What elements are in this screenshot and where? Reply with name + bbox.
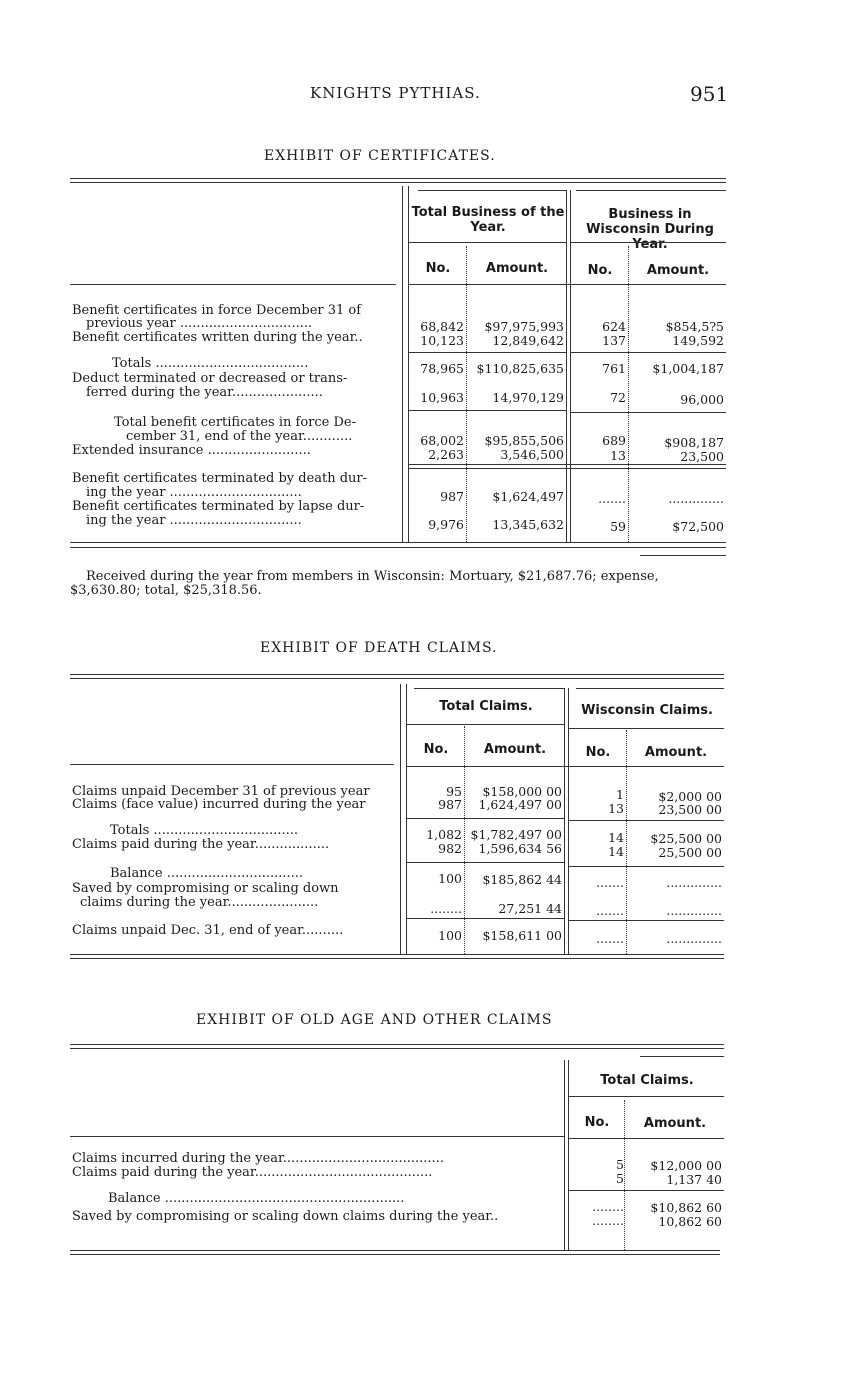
row-label: Claims paid during the year........................................... xyxy=(72,1165,433,1180)
cell-wis-amount: 25,500 00 xyxy=(658,845,722,860)
row-label: Saved by compromising or scaling down xyxy=(72,881,339,896)
cell-no: 100 xyxy=(438,928,462,943)
old-age-group-total: Total Claims. xyxy=(600,1073,694,1088)
cell-amount: $1,782,497 00 xyxy=(470,827,562,842)
row-label: Deduct terminated or decreased or trans- xyxy=(72,371,348,386)
death-claims-title: EXHIBIT OF DEATH CLAIMS. xyxy=(260,640,498,656)
cell-no: 95 xyxy=(446,784,462,799)
death-col-wis-amount: Amount. xyxy=(644,745,708,760)
cell-amount: $1,624,497 xyxy=(492,489,564,504)
certificates-group-wisconsin: Business in Wisconsin During Year. xyxy=(586,207,714,252)
cell-wis-no: 14 xyxy=(608,830,624,845)
cell-amount: $110,825,635 xyxy=(476,361,564,376)
cell-no: 9,976 xyxy=(428,517,464,532)
cell-wis-no: 689 xyxy=(602,433,626,448)
row-label: previous year ................................ xyxy=(86,316,313,331)
cell-wis-no: ....... xyxy=(596,903,624,918)
cell-no: ........ xyxy=(430,901,462,916)
cell-amount: 12,849,642 xyxy=(492,333,564,348)
certificates-title: EXHIBIT OF CERTIFICATES. xyxy=(264,148,496,164)
cell-wis-amount: $25,500 00 xyxy=(650,831,722,846)
cell-wis-amount: 149,592 xyxy=(672,333,724,348)
cell-wis-no: 1 xyxy=(616,787,624,802)
row-label: claims during the year...................... xyxy=(80,895,319,910)
row-label: Claims unpaid December 31 of previous year xyxy=(72,784,370,799)
wisconsin-receipts-note-cont: $3,630.80; total, $25,318.56. xyxy=(70,583,262,598)
cell-wis-no: 761 xyxy=(602,361,626,376)
cell-no: 68,002 xyxy=(420,433,464,448)
cell-wis-no: 137 xyxy=(602,333,626,348)
row-label: Benefit certificates terminated by death dur- xyxy=(72,471,368,486)
running-header: KNIGHTS PYTHIAS. xyxy=(310,84,481,102)
row-label: Totals ..................................... xyxy=(112,356,309,371)
cell-amount: $158,000 00 xyxy=(482,784,562,799)
row-label: Saved by compromising or scaling down claims during the year.. xyxy=(72,1209,499,1224)
row-label: Claims paid during the year.................. xyxy=(72,837,330,852)
cell-wis-amount: $854,5?5 xyxy=(665,319,724,334)
death-col-amount: Amount. xyxy=(483,742,547,757)
cell-wis-no: 13 xyxy=(610,448,626,463)
row-label: Totals ................................... xyxy=(110,823,299,838)
certificates-col-wis-amount: Amount. xyxy=(646,263,710,278)
cell-amount: $12,000 00 xyxy=(650,1158,722,1173)
cell-wis-no: ....... xyxy=(596,931,624,946)
cell-amount: 14,970,129 xyxy=(492,390,564,405)
row-label: Claims incurred during the year....................................... xyxy=(72,1151,444,1166)
cell-no: 982 xyxy=(438,841,462,856)
row-label: Benefit certificates terminated by lapse dur- xyxy=(72,499,365,514)
row-label: Extended insurance ......................... xyxy=(72,443,311,458)
row-label: Benefit certificates written during the year.. xyxy=(72,330,363,345)
cell-wis-amount: $1,004,187 xyxy=(652,361,724,376)
certificates-col-amount: Amount. xyxy=(485,261,549,276)
cell-no: 5 xyxy=(616,1157,624,1172)
cell-wis-amount: 96,000 xyxy=(680,392,724,407)
row-label: ing the year ................................ xyxy=(86,513,302,528)
cell-wis-no: 14 xyxy=(608,844,624,859)
cell-amount: $95,855,506 xyxy=(484,433,564,448)
cell-no: ........ xyxy=(592,1199,624,1214)
page-number: 951 xyxy=(690,82,729,106)
row-label: ferred during the year...................... xyxy=(86,385,323,400)
certificates-col-no: No. xyxy=(425,261,451,276)
row-label: Benefit certificates in force December 31 of xyxy=(72,303,362,318)
cell-no: 987 xyxy=(440,489,464,504)
death-col-no: No. xyxy=(423,742,449,757)
cell-amount: 1,137 40 xyxy=(666,1172,722,1187)
cell-wis-no: 72 xyxy=(610,390,626,405)
cell-amount: 3,546,500 xyxy=(500,447,564,462)
cell-wis-no: 624 xyxy=(602,319,626,334)
cell-amount: 13,345,632 xyxy=(492,517,564,532)
cell-amount: 27,251 44 xyxy=(498,901,562,916)
cell-amount: $158,611 00 xyxy=(482,928,562,943)
cell-wis-amount: $908,187 xyxy=(664,435,724,450)
row-label: cember 31, end of the year............ xyxy=(126,429,353,444)
row-label: ing the year ................................ xyxy=(86,485,302,500)
death-group-wisconsin: Wisconsin Claims. xyxy=(581,703,713,718)
cell-wis-amount: 23,500 xyxy=(680,449,724,464)
row-label: Total benefit certificates in force De- xyxy=(114,415,356,430)
cell-wis-no: 59 xyxy=(610,519,626,534)
cell-no: 1,082 xyxy=(426,827,462,842)
cell-amount: $97,975,993 xyxy=(484,319,564,334)
cell-wis-no: 13 xyxy=(608,801,624,816)
row-label: Claims (face value) incurred during the year xyxy=(72,797,366,812)
cell-no: 987 xyxy=(438,797,462,812)
cell-amount: 1,596,634 56 xyxy=(478,841,562,856)
old-age-claims-title: EXHIBIT OF OLD AGE AND OTHER CLAIMS xyxy=(196,1012,553,1028)
cell-wis-amount: $2,000 00 xyxy=(658,789,722,804)
cell-wis-amount: .............. xyxy=(666,903,722,918)
cell-amount: 10,862 60 xyxy=(658,1214,722,1229)
cell-amount: $185,862 44 xyxy=(482,872,562,887)
cell-no: 68,842 xyxy=(420,319,464,334)
cell-wis-amount: 23,500 00 xyxy=(658,802,722,817)
cell-no: ........ xyxy=(592,1213,624,1228)
cell-wis-amount: .............. xyxy=(668,491,724,506)
row-label: Balance .......................................................... xyxy=(108,1191,405,1206)
row-label: Claims unpaid Dec. 31, end of year.......... xyxy=(72,923,344,938)
old-age-col-no: No. xyxy=(584,1115,610,1130)
cell-no: 100 xyxy=(438,871,462,886)
cell-no: 10,963 xyxy=(420,390,464,405)
cell-amount: $10,862 60 xyxy=(650,1200,722,1215)
cell-wis-no: ....... xyxy=(598,491,626,506)
row-label: Balance ................................. xyxy=(110,866,304,881)
cell-no: 78,965 xyxy=(420,361,464,376)
death-col-wis-no: No. xyxy=(585,745,611,760)
cell-no: 10,123 xyxy=(420,333,464,348)
certificates-col-wis-no: No. xyxy=(587,263,613,278)
cell-wis-amount: $72,500 xyxy=(672,519,724,534)
cell-no: 5 xyxy=(616,1171,624,1186)
cell-wis-amount: .............. xyxy=(666,931,722,946)
old-age-col-amount: Amount. xyxy=(643,1116,707,1131)
wisconsin-receipts-note: Received during the year from members in Wisconsin: Mortuary, $21,687.76; expense, xyxy=(86,569,659,584)
cell-amount: 1,624,497 00 xyxy=(478,797,562,812)
cell-wis-no: ....... xyxy=(596,875,624,890)
cell-wis-amount: .............. xyxy=(666,875,722,890)
cell-no: 2,263 xyxy=(428,447,464,462)
death-group-total: Total Claims. xyxy=(439,699,533,714)
certificates-group-total: Total Business of the Year. xyxy=(411,205,565,235)
